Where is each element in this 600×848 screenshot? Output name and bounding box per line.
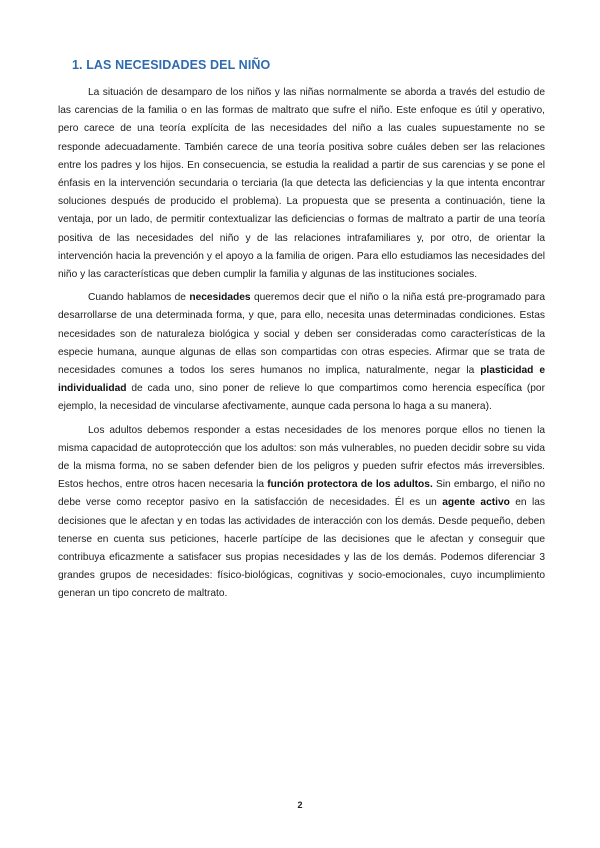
paragraph-text: queremos decir que el niño o la niña está pre-programado para desarrollarse de una determinada forma, y que, para ello, necesita unas determinadas condiciones. Estas necesidades son de naturaleza biológica y social y deben ser consideradas como características de la especie humana, aunque algunas de ellas son compartidas con otras especies. Afirmar que se trata de necesidades comunes a todos los seres humanos no implica, naturalmente, negar la <box>58 292 545 377</box>
emphasis-text: necesidades <box>189 292 251 304</box>
paragraph-text: Sin embargo, el niño no debe verse como receptor pasivo en la satisfacción de necesidades. Él es un <box>58 479 545 509</box>
emphasis-text: plasticidad e individualidad <box>58 365 545 395</box>
paragraph-text: Cuando hablamos de <box>88 292 190 304</box>
paragraph-3 <box>58 422 545 604</box>
section-heading: 1. LAS NECESIDADES DEL NIÑO <box>72 58 271 72</box>
paragraph-text: Los adultos debemos responder a estas necesidades de los menores porque ellos no tienen la misma capacidad de autoprotección que los adultos: son más vulnerables, no pueden decidir sobre su vida de la misma forma, no se saben defender bien de los peligros y pueden sufrir efectos más irreversibles. Estos hechos, entre otros hacen necesaria la <box>58 424 545 491</box>
paragraph-2 <box>58 289 545 416</box>
paragraph-text: de cada uno, sino poner de relieve lo que compartimos como herencia específica (por ejemplo, la necesidad de vincularse afectivamente, aunque cada persona lo haga a su manera). <box>58 383 545 413</box>
emphasis-text: agente activo <box>442 497 510 509</box>
emphasis-text: función protectora de los adultos. <box>267 479 433 491</box>
body-text <box>58 84 545 609</box>
page-number: 2 <box>297 800 303 810</box>
paragraph-text: en las decisiones que le afectan y en todas las actividades de interacción con los demás. Desde pequeño, deben tenerse en cuenta sus peticiones, hacerle partícipe de las decisiones que le afectan y conseguir que contribuya eficazmente a satisfacer sus propias necesidades y las de los demás. Podemos diferenciar 3 grandes grupos de necesidades: físico-biológicas, cognitivas y socio-emocionales, cuyo incumplimiento generan un tipo concreto de maltrato. <box>58 497 545 600</box>
paragraph-1 <box>58 84 545 284</box>
paragraph-text: La situación de desamparo de los niños y las niñas normalmente se aborda a través del estudio de las carencias de la familia o en las formas de maltrato que sufre el niño. Este enfoque es útil y operativo, pero carece de una teoría explícita de las necesidades del niño a las cuales supuestamente no se responde adecuadamente. También carece de una teoría positiva sobre cuáles deben ser las relaciones entre los padres y los hijos. En consecuencia, se estudia la realidad a partir de sus carencias y se pone el énfasis en la intervención secundaria o terciaria (la que detecta las deficiencias y la que intenta encontrar soluciones después de producido el problema). La propuesta que se presenta a continuación, tiene la ventaja, por un lado, de permitir contextualizar las deficiencias o formas de maltrato a partir de una teoría positiva de las necesidades del niño y de las relaciones intrafamiliares y, por otro, de orientar la intervención hacia la prevención y el apoyo a la familia de origen. Para ello estudiamos las necesidades del niño y las características que deben cumplir la familia y algunas de las instituciones sociales. <box>58 87 545 281</box>
